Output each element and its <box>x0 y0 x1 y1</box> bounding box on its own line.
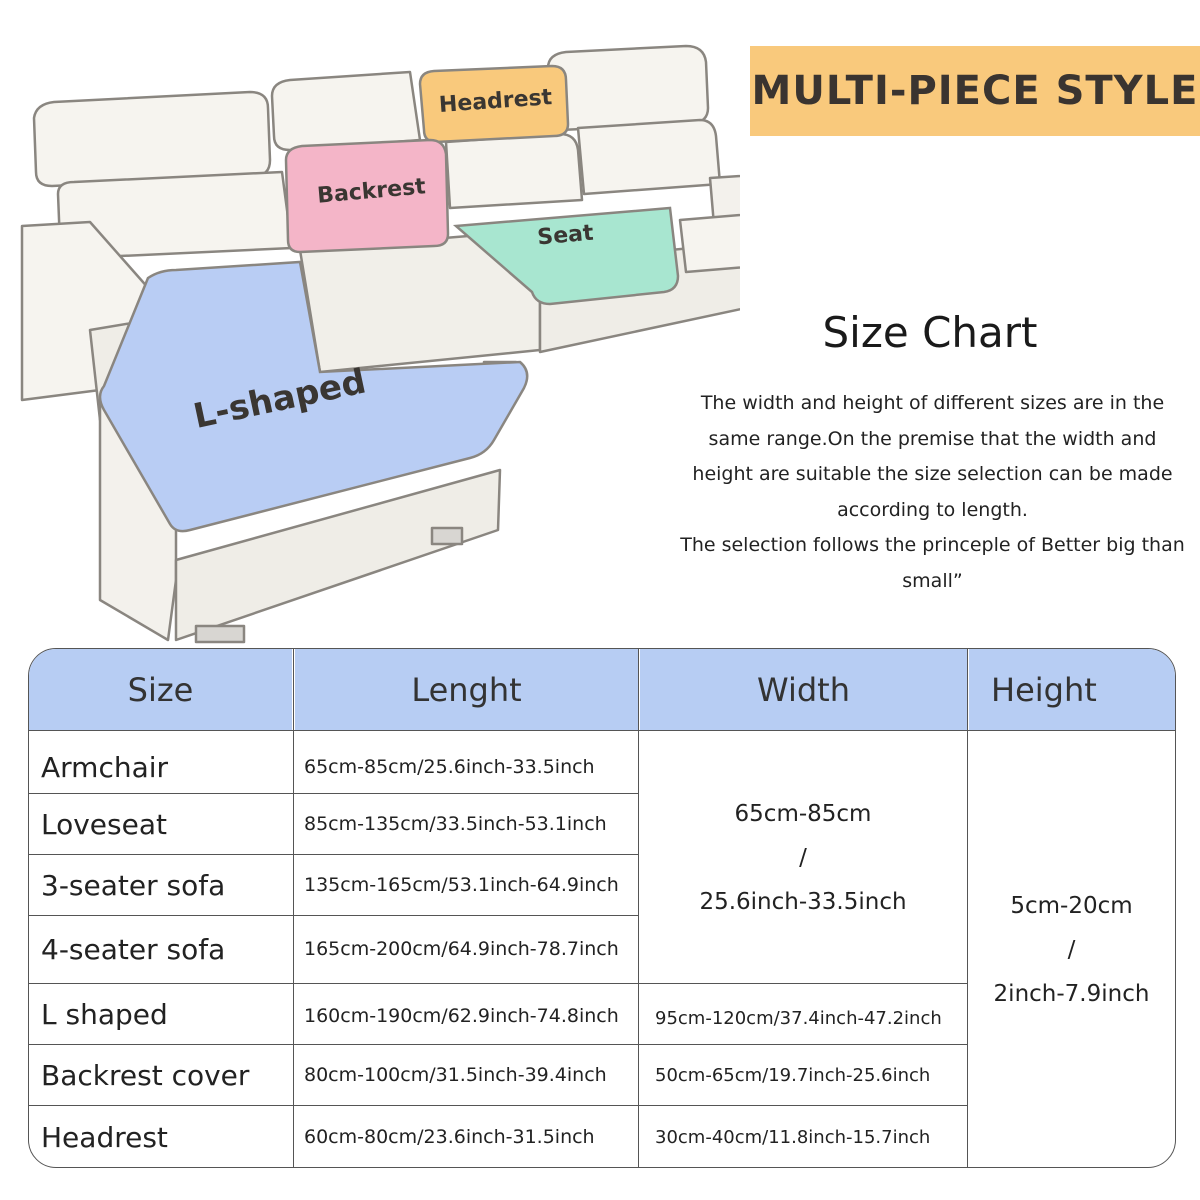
size-chart-title: Size Chart <box>822 308 1038 357</box>
header-height: Height <box>969 649 1175 731</box>
size-chart-description <box>680 386 1185 600</box>
size-armchair: Armchair <box>41 750 169 784</box>
length-3-seater: 135cm-165cm/53.1inch-64.9inch <box>304 874 619 896</box>
backrest-label: Backrest <box>316 174 427 209</box>
width-shared-sep: / <box>799 845 807 871</box>
length-headrest: 60cm-80cm/23.6inch-31.5inch <box>304 1126 595 1148</box>
width-shared-inch: 25.6inch-33.5inch <box>699 889 907 915</box>
header-length: Lenght <box>295 649 638 731</box>
description-paragraph: The selection follows the princeple of Better big than small” <box>680 534 1185 592</box>
banner-title: MULTI-PIECE STYLE <box>751 68 1199 114</box>
size-backrest-cover: Backrest cover <box>41 1058 250 1092</box>
width-l-shaped: 95cm-120cm/37.4inch-47.2inch <box>655 1007 942 1029</box>
seat-label: Seat <box>536 220 595 251</box>
headrest-label: Headrest <box>438 85 553 118</box>
width-shared-cell <box>639 733 967 983</box>
header-width: Width <box>640 649 967 731</box>
size-3-seater: 3-seater sofa <box>41 868 226 902</box>
length-armchair: 65cm-85cm/25.6inch-33.5inch <box>304 756 595 778</box>
length-loveseat: 85cm-135cm/33.5inch-53.1inch <box>304 813 607 835</box>
length-4-seater: 165cm-200cm/64.9inch-78.7inch <box>304 938 619 960</box>
length-backrest-cover: 80cm-100cm/31.5inch-39.4inch <box>304 1064 607 1086</box>
size-loveseat: Loveseat <box>41 807 167 841</box>
width-backrest-cover: 50cm-65cm/19.7inch-25.6inch <box>655 1064 931 1086</box>
size-table <box>28 648 1176 1168</box>
size-headrest: Headrest <box>41 1120 168 1154</box>
sofa-illustration <box>0 0 740 660</box>
width-headrest: 30cm-40cm/11.8inch-15.7inch <box>655 1126 931 1148</box>
l-shaped-label: L-shaped <box>190 361 370 437</box>
description-paragraph: The width and height of different sizes are in the same range.On the premise that the width and height are suitable the size selection can be made according to length. <box>692 392 1173 521</box>
width-shared-cm: 65cm-85cm <box>734 801 872 827</box>
multi-piece-style-banner <box>750 46 1200 136</box>
height-shared-cell <box>968 733 1175 1167</box>
size-4-seater: 4-seater sofa <box>41 932 226 966</box>
size-l-shaped: L shaped <box>41 997 168 1031</box>
height-shared-cm: 5cm-20cm <box>1010 893 1133 919</box>
length-l-shaped: 160cm-190cm/62.9inch-74.8inch <box>304 1005 619 1027</box>
height-shared-inch: 2inch-7.9inch <box>993 981 1150 1007</box>
height-shared-sep: / <box>1067 937 1076 963</box>
header-size: Size <box>29 649 292 731</box>
